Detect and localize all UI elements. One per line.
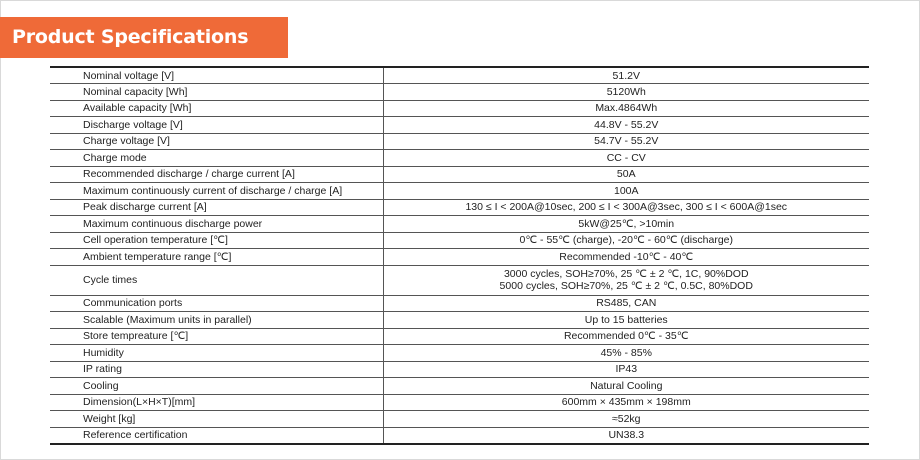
spec-value-line: 51.2V (612, 69, 640, 82)
spec-value-line: 0℃ - 55℃ (charge), -20℃ - 60℃ (discharge) (519, 234, 733, 247)
spec-row (50, 427, 869, 444)
spec-value-line: 5120Wh (606, 85, 646, 98)
spec-value-line: 44.8V - 55.2V (594, 118, 659, 131)
spec-row (50, 328, 869, 345)
spec-row (50, 100, 869, 117)
spec-table-body (50, 67, 869, 444)
spec-value-line: IP43 (615, 363, 638, 376)
spec-value-line: Natural Cooling (590, 379, 663, 392)
spec-row (50, 249, 869, 266)
spec-value (383, 249, 869, 266)
spec-value-line: 5kW@25℃, >10min (578, 217, 675, 230)
spec-row (50, 84, 869, 101)
spec-value-line: ≈52kg (611, 412, 641, 425)
spec-label: Cell operation temperature [℃] (50, 232, 383, 249)
spec-label: Weight [kg] (50, 411, 383, 428)
spec-row (50, 150, 869, 167)
spec-value (383, 67, 869, 84)
spec-value (383, 312, 869, 329)
spec-value (383, 100, 869, 117)
spec-value-line: 50A (616, 168, 636, 181)
spec-value-line: 5000 cycles, SOH≥70%, 25 ℃ ± 2 ℃, 0.5C, 80%DOD (499, 280, 753, 292)
spec-value (383, 345, 869, 362)
spec-row (50, 378, 869, 395)
spec-row (50, 312, 869, 329)
spec-label: Ambient temperature range [℃] (50, 249, 383, 266)
spec-label: Cycle times (50, 265, 383, 295)
spec-value (383, 183, 869, 200)
spec-row (50, 394, 869, 411)
spec-row (50, 183, 869, 200)
spec-value-line: 130 ≤ I < 200A@10sec, 200 ≤ I < 300A@3sec, 300 ≤ I < 600A@1sec (465, 201, 788, 214)
spec-value (383, 378, 869, 395)
spec-label: Maximum continuous discharge power (50, 216, 383, 233)
spec-label: Scalable (Maximum units in parallel) (50, 312, 383, 329)
spec-value (383, 84, 869, 101)
spec-row (50, 232, 869, 249)
spec-value (383, 232, 869, 249)
spec-value (383, 427, 869, 444)
spec-row (50, 265, 869, 295)
spec-value-line: Max.4864Wh (595, 102, 658, 115)
spec-value-line: UN38.3 (608, 429, 645, 441)
spec-label: IP rating (50, 361, 383, 378)
spec-label: Store tempreature [℃] (50, 328, 383, 345)
spec-value-line: Up to 15 batteries (584, 313, 668, 326)
spec-value (383, 166, 869, 183)
section-title: Product Specifications (12, 26, 249, 48)
spec-label: Reference certification (50, 427, 383, 444)
spec-value-line: 100A (613, 184, 639, 197)
section-title-banner (0, 17, 288, 58)
spec-row (50, 295, 869, 312)
spec-label: Discharge voltage [V] (50, 117, 383, 134)
spec-value-line: Recommended 0℃ - 35℃ (563, 330, 689, 343)
spec-label: Cooling (50, 378, 383, 395)
spec-label: Dimension(L×H×T)[mm] (50, 394, 383, 411)
spec-label: Available capacity [Wh] (50, 100, 383, 117)
spec-value (383, 361, 869, 378)
spec-table (50, 66, 869, 445)
spec-label: Communication ports (50, 295, 383, 312)
spec-row (50, 411, 869, 428)
spec-value-line: 45% - 85% (600, 346, 652, 359)
spec-label: Humidity (50, 345, 383, 362)
spec-value (383, 265, 869, 295)
spec-value-line: RS485, CAN (596, 297, 657, 310)
spec-value (383, 411, 869, 428)
spec-label: Nominal voltage [V] (50, 67, 383, 84)
spec-label: Charge mode (50, 150, 383, 167)
spec-value-line: Recommended -10℃ - 40℃ (559, 250, 694, 263)
spec-row (50, 361, 869, 378)
spec-value (383, 133, 869, 150)
spec-row (50, 216, 869, 233)
spec-value-line: 54.7V - 55.2V (594, 135, 659, 148)
spec-value (383, 394, 869, 411)
spec-label: Maximum continuously current of discharge / charge [A] (50, 183, 383, 200)
spec-row (50, 166, 869, 183)
spec-value (383, 199, 869, 216)
spec-label: Peak discharge current [A] (50, 199, 383, 216)
spec-value-line: CC - CV (606, 151, 646, 164)
spec-value (383, 216, 869, 233)
spec-value (383, 328, 869, 345)
spec-value-line: 600mm × 435mm × 198mm (561, 396, 691, 409)
spec-row (50, 345, 869, 362)
spec-value (383, 150, 869, 167)
spec-value-line: 3000 cycles, SOH≥70%, 25 ℃ ± 2 ℃, 1C, 90%DOD (503, 268, 749, 280)
spec-value (383, 295, 869, 312)
spec-row (50, 199, 869, 216)
spec-label: Nominal capacity [Wh] (50, 84, 383, 101)
spec-row (50, 133, 869, 150)
spec-label: Charge voltage [V] (50, 133, 383, 150)
spec-row (50, 117, 869, 134)
spec-label: Recommended discharge / charge current [A] (50, 166, 383, 183)
spec-row (50, 67, 869, 84)
spec-value (383, 117, 869, 134)
